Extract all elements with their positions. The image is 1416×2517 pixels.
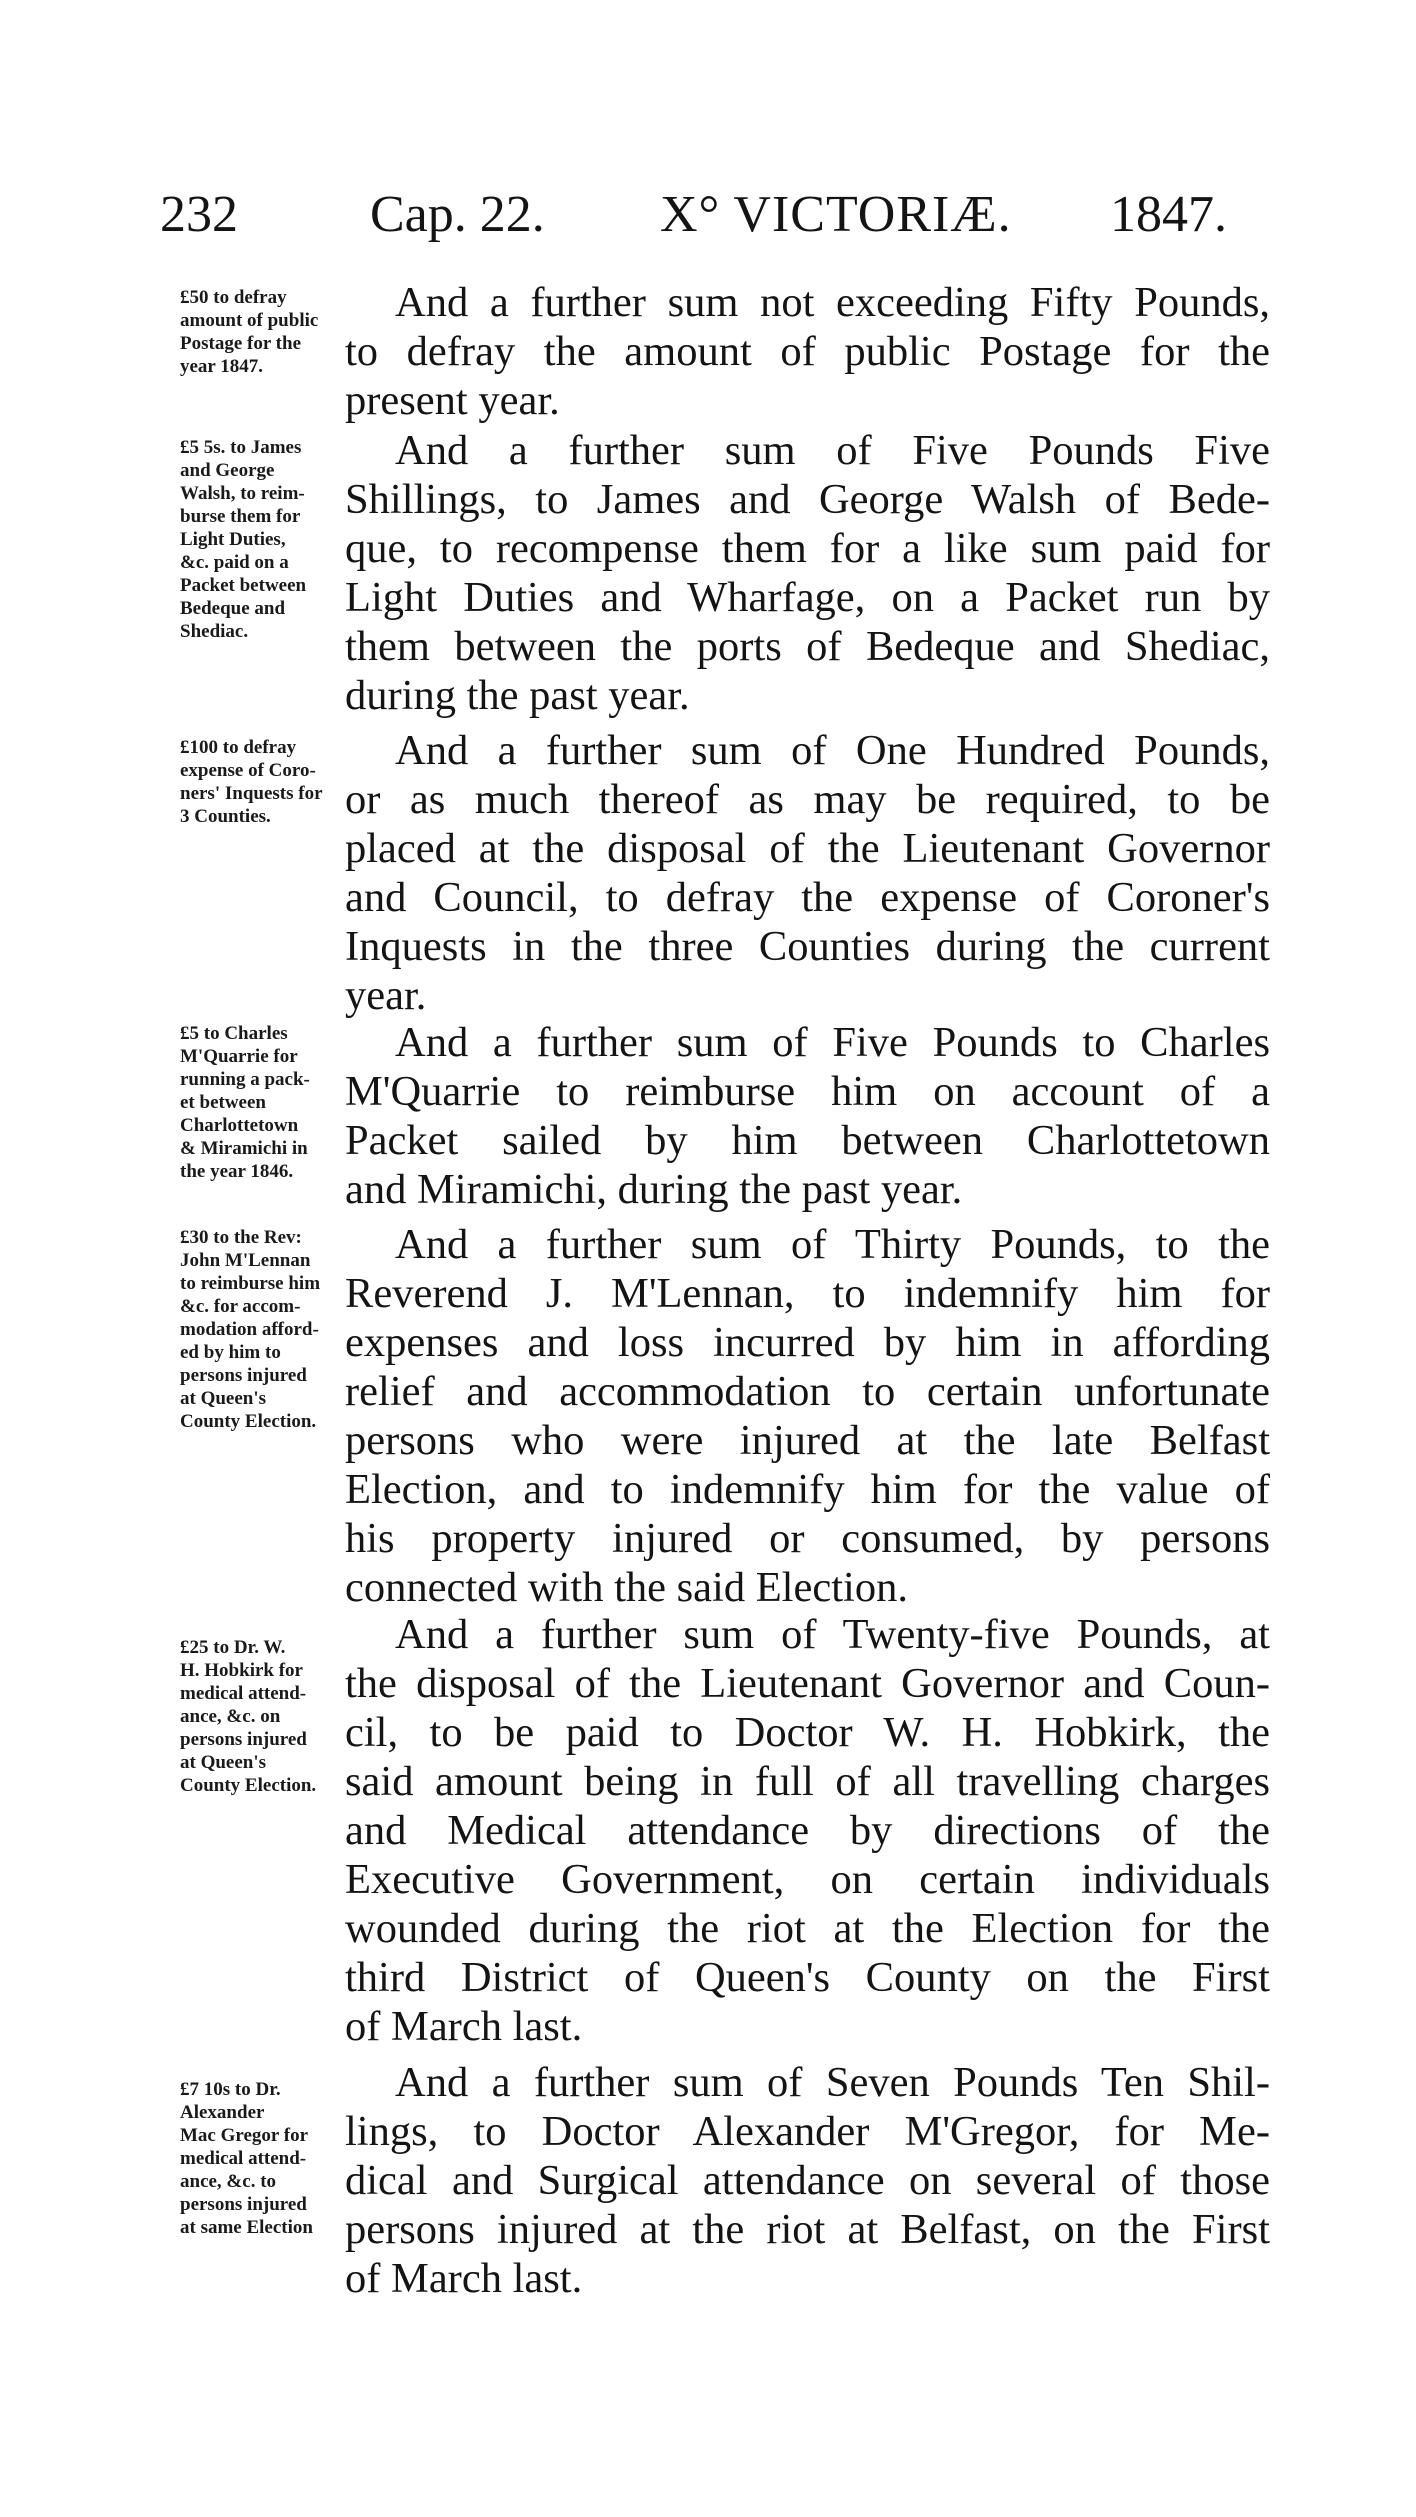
header-title: X° VICTORIÆ. (660, 186, 1012, 243)
entry-text: And a further sum of One Hundred Pounds, or as much thereof as may be required, to be placed at the disposal of the Lieutenant Governor and Council, to defray the expense of Coroner's Inquests in the three Counties during the current year. (345, 727, 1270, 1019)
entry-text: And a further sum not exceeding Fifty Pounds, to defray the amount of public Postage for the present year. (345, 279, 1270, 424)
entry-text: And a further sum of Five Pounds Five Shillings, to James and George Walsh of Bede- que, to recompense them for a like sum paid for Light Duties and Wharfage, on a Packet run by them between the ports of Bedeque and Shediac, during the past year. (345, 427, 1270, 719)
entry-text: And a further sum of Seven Pounds Ten Shil- lings, to Doctor Alexander M'Gregor, for Me- dical and Surgical attendance on several of those persons injured at the riot at Belfast, on the First of March last. (345, 2059, 1270, 2302)
marginal-note: £5 5s. to James and George Walsh, to reim- burse them for Light Duties, &c. paid on a Packet between Bedeque and Shediac. (180, 437, 307, 642)
running-header (160, 180, 1260, 250)
chapter-label: Cap. 22. (370, 186, 545, 243)
entry-text: And a further sum of Five Pounds to Charles M'Quarrie to reimburse him on account of a Packet sailed by him between Charlottetown and Miramichi, during the past year. (345, 1019, 1270, 1213)
marginal-note: £5 to Charles M'Quarrie for running a pack- et between Charlottetown & Miramichi in the year 1846. (180, 1023, 310, 1182)
entry-text: And a further sum of Twenty-five Pounds, at the disposal of the Lieutenant Governor and Coun- cil, to be paid to Doctor W. H. Hobkirk, the said amount being in full of all travelling charges and Medical attendance by directions of the Executive Government, on certain individuals wounded during the riot at the Election for the third District of Queen's County on the First of March last. (345, 1611, 1270, 2050)
entry-text: And a further sum of Thirty Pounds, to the Reverend J. M'Lennan, to indemnify him for expenses and loss incurred by him in affording relief and accommodation to certain unfortunate persons who were injured at the late Belfast Election, and to indemnify him for the value of his property injured or consumed, by persons connected with the said Election. (345, 1221, 1270, 1611)
marginal-note: £25 to Dr. W. H. Hobkirk for medical attend- ance, &c. on persons injured at Queen's County Election. (180, 1637, 317, 1796)
marginal-note: £100 to defray expense of Coro- ners' Inquests for 3 Counties. (180, 737, 323, 827)
marginal-note: £30 to the Rev: John M'Lennan to reimburse him &c. for accom- modation afford- ed by him to persons injured at Queen's County Election. (180, 1227, 321, 1432)
marginal-note: £7 10s to Dr. Alexander Mac Gregor for medical attend- ance, &c. to persons injured at same Election (180, 2079, 313, 2238)
page-number: 232 (160, 186, 238, 243)
marginal-note: £50 to defray amount of public Postage for the year 1847. (180, 287, 319, 377)
header-year: 1847. (1110, 186, 1227, 243)
